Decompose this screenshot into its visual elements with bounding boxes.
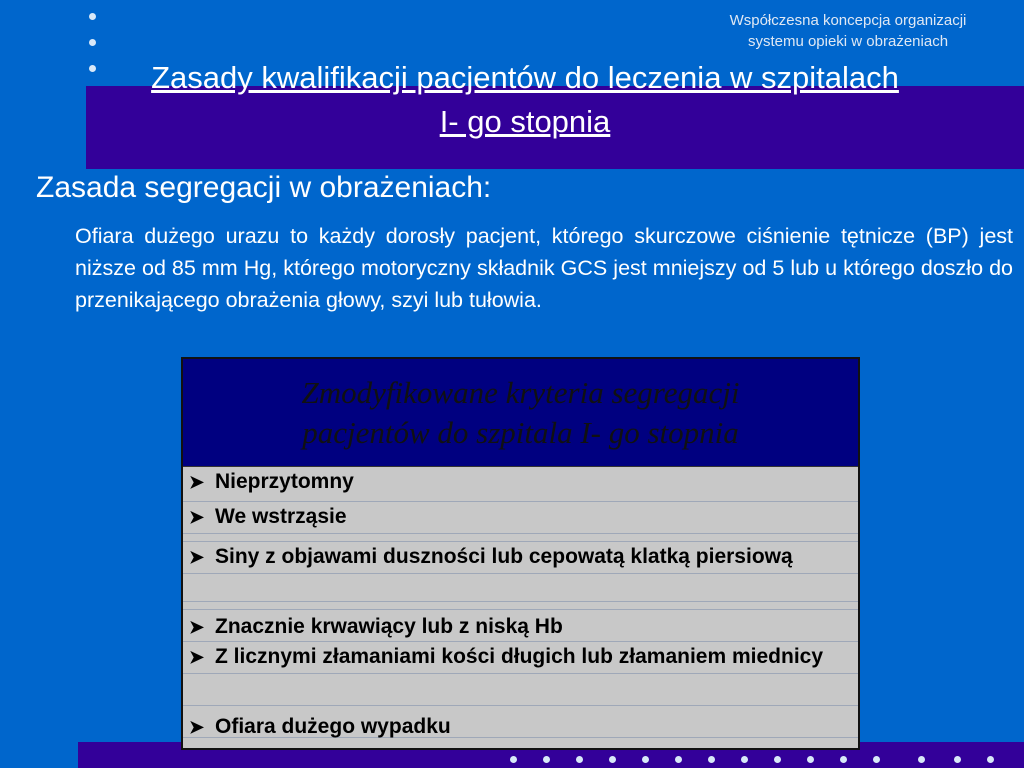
arrow-bullet-icon: ➤: [189, 507, 205, 527]
list-item-text: Znacznie krwawiący lub z niską Hb: [215, 615, 563, 638]
row-divider: [183, 501, 858, 502]
list-item-text: Nieprzytomny: [215, 470, 354, 493]
table-header: [183, 359, 858, 467]
decorative-dot: [510, 756, 517, 763]
table-header-line1: Zmodyfikowane kryteria segregacji: [301, 374, 740, 410]
list-item: [189, 468, 852, 496]
arrow-bullet-icon: ➤: [189, 647, 205, 667]
decorative-dot: [543, 756, 550, 763]
decorative-dot: [840, 756, 847, 763]
slide-title-line1: Zasady kwalifikacji pacjentów do leczenia w szpitalach: [151, 60, 899, 95]
decorative-dot: [987, 756, 994, 763]
list-item-text: Ofiara dużego wypadku: [215, 715, 451, 738]
list-item: [189, 643, 852, 671]
body-paragraph: Ofiara dużego urazu to każdy dorosły pacjent, którego skurczowe ciśnienie tętnicze (BP) jest niższe od 85 mm Hg, którego motoryczny składnik GCS jest mniejszy od 5 lub u którego doszło do przenikającego obrażenia głowy, szyi lub tułowia.: [75, 224, 1013, 312]
slide-title: [30, 56, 1020, 144]
decorative-dot: [918, 756, 925, 763]
decorative-dot: [741, 756, 748, 763]
decorative-dot: [609, 756, 616, 763]
header-note-line2: systemu opieki w obrażeniach: [747, 33, 949, 50]
row-divider: [183, 573, 858, 574]
decorative-dot: [954, 756, 961, 763]
table-header-line2: pacjentów do szpitala I- go stopnia: [302, 414, 739, 450]
row-divider: [183, 533, 858, 534]
decorative-dot: [642, 756, 649, 763]
header-note: [688, 10, 1008, 52]
row-divider: [183, 601, 858, 602]
arrow-bullet-icon: ➤: [189, 617, 205, 637]
criteria-table: [181, 357, 860, 750]
section-heading: Zasada segregacji w obrażeniach:: [36, 171, 492, 204]
arrow-bullet-icon: ➤: [189, 547, 205, 567]
decorative-dot: [675, 756, 682, 763]
list-item-text: Z licznymi złamaniami kości długich lub złamaniem miednicy: [215, 645, 824, 668]
slide-title-line2: I- go stopnia: [439, 104, 611, 139]
list-item: [189, 543, 852, 571]
decorative-dot: [708, 756, 715, 763]
row-divider: [183, 541, 858, 542]
table-body: [183, 467, 858, 749]
arrow-bullet-icon: ➤: [189, 717, 205, 737]
row-divider: [183, 641, 858, 642]
row-divider: [183, 673, 858, 674]
arrow-bullet-icon: ➤: [189, 472, 205, 492]
list-item: [189, 713, 852, 741]
decorative-dot: [89, 39, 96, 46]
header-note-line1: Współczesna koncepcja organizacji: [729, 12, 967, 29]
list-item-text: Siny z objawami duszności lub cepowatą klatką piersiową: [215, 545, 793, 568]
decorative-dot: [873, 756, 880, 763]
decorative-dot: [807, 756, 814, 763]
decorative-dot: [89, 13, 96, 20]
list-item: [189, 613, 852, 641]
list-item-text: We wstrząsie: [215, 505, 347, 528]
decorative-dot: [576, 756, 583, 763]
list-item: [189, 503, 852, 531]
row-divider: [183, 705, 858, 706]
decorative-dot: [774, 756, 781, 763]
row-divider: [183, 609, 858, 610]
